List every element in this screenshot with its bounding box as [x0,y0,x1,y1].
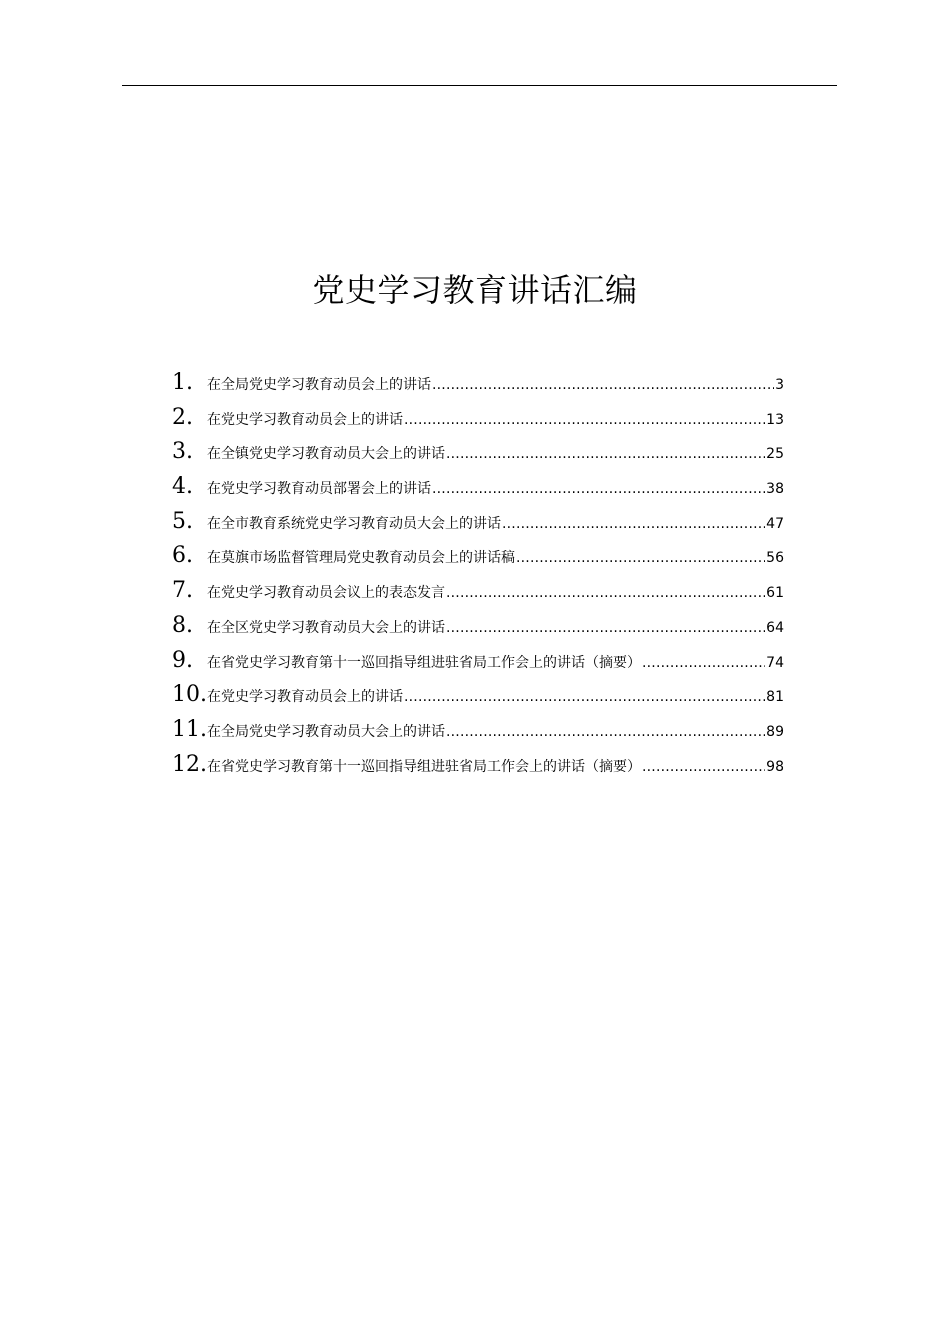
toc-entry-title: 在全区党史学习教育动员大会上的讲话 [207,619,445,636]
toc-entry[interactable] [172,644,784,679]
toc-entry[interactable] [172,713,784,748]
toc-entry-number: 7. [172,578,193,604]
toc-dot-leader [642,750,765,785]
toc-entry-title: 在党史学习教育动员部署会上的讲话 [207,481,431,498]
toc-entry-number: 1. [172,370,193,395]
toc-entry-page: 56 [766,550,784,567]
toc-entry-page: 81 [766,689,784,706]
toc-dot-leader [432,368,774,403]
toc-dot-leader [404,403,765,438]
toc-entry-number: 8. [172,612,193,638]
toc-entry-page: 61 [766,585,784,602]
toc-dot-leader [446,576,765,611]
toc-entry[interactable] [172,435,784,470]
toc-entry[interactable] [172,748,784,783]
toc-entry-number: 11. [172,716,207,742]
toc-entry-number: 2. [172,404,193,430]
header-rule [122,85,837,86]
toc-dot-leader [432,472,765,507]
toc-entry[interactable] [172,401,784,436]
document-title: 党史学习教育讲话汇编 [312,271,638,309]
toc-dot-leader [516,541,765,576]
toc-entry-title: 在党史学习教育动员会议上的表态发言 [207,585,445,602]
toc-entry-title: 在莫旗市场监督管理局党史教育动员会上的讲话稿 [207,550,515,567]
toc-entry-page: 38 [766,481,784,498]
toc-entry-number: 3. [172,439,193,465]
toc-entry[interactable] [172,574,784,609]
toc-entry-title: 在全镇党史学习教育动员大会上的讲话 [207,446,445,463]
toc-entry-number: 10. [172,682,207,708]
toc-entry-title: 在全局党史学习教育动员会上的讲话 [207,377,431,393]
toc-entry[interactable] [172,366,784,401]
toc-entry-page: 47 [766,515,784,532]
toc-entry-title: 在党史学习教育动员会上的讲话 [207,411,403,428]
table-of-contents [172,366,784,782]
toc-entry[interactable] [172,470,784,505]
toc-entry-number: 5. [172,508,193,534]
toc-dot-leader [642,646,765,681]
toc-entry-page: 98 [766,758,784,775]
toc-entry-title: 在党史学习教育动员会上的讲话 [207,689,403,706]
toc-entry-title: 在省党史学习教育第十一巡回指导组进驻省局工作会上的讲话（摘要） [207,654,641,671]
toc-entry-page: 13 [766,411,784,428]
toc-entry-number: 6. [172,543,193,569]
toc-entry[interactable] [172,539,784,574]
toc-entry-title: 在全局党史学习教育动员大会上的讲话 [207,723,445,740]
toc-dot-leader [502,507,765,542]
toc-entry-title: 在全市教育系统党史学习教育动员大会上的讲话 [207,515,501,532]
toc-entry-page: 64 [766,619,784,636]
toc-entry-page: 89 [766,723,784,740]
toc-dot-leader [404,680,765,715]
toc-entry-number: 12. [172,751,207,777]
toc-dot-leader [446,437,765,472]
toc-entry[interactable] [172,505,784,540]
toc-entry[interactable] [172,609,784,644]
toc-entry-title: 在省党史学习教育第十一巡回指导组进驻省局工作会上的讲话（摘要） [207,758,641,775]
toc-entry-page: 3 [775,377,784,393]
toc-entry-number: 9. [172,647,193,673]
toc-dot-leader [446,611,765,646]
toc-entry-number: 4. [172,474,193,500]
toc-entry[interactable] [172,678,784,713]
toc-entry-page: 25 [766,446,784,463]
toc-entry-page: 74 [766,654,784,671]
toc-dot-leader [446,715,765,750]
